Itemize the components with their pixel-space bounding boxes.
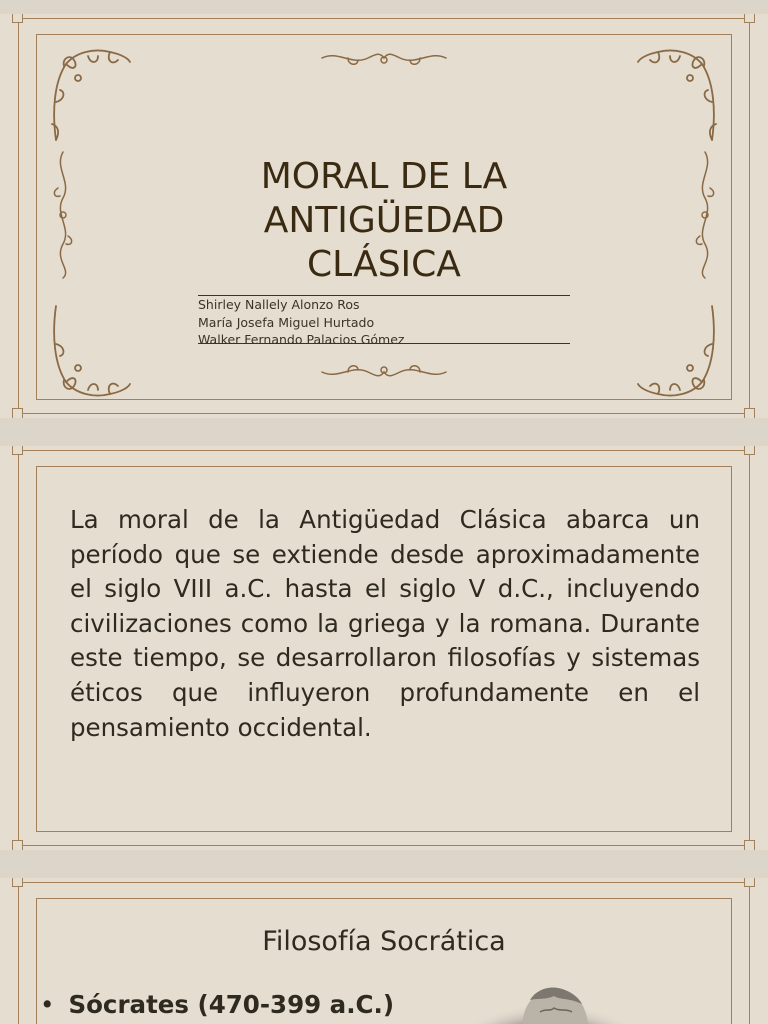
corner-square — [744, 840, 755, 850]
list-item — [40, 990, 394, 1019]
slide-gap — [0, 418, 768, 446]
title-line: MORAL DE LA — [260, 156, 508, 197]
corner-square — [12, 14, 23, 23]
corner-square — [744, 878, 755, 887]
socrates-bust-image — [470, 982, 630, 1024]
corner-flourish-icon — [634, 300, 720, 404]
presentation-title — [184, 155, 584, 287]
author-name: Walker Fernando Palacios Gómez — [198, 332, 405, 347]
corner-flourish-icon — [634, 42, 720, 146]
section-title: Filosofía Socrática — [262, 926, 506, 957]
corner-square — [12, 840, 23, 850]
author-name: Shirley Nallely Alonzo Ros — [198, 297, 360, 312]
bullet-icon: • — [40, 990, 55, 1019]
corner-square — [744, 446, 755, 455]
author-name: María Josefa Miguel Hurtado — [198, 314, 375, 330]
scroll-ornament-icon — [318, 46, 450, 72]
side-ornament-icon — [50, 148, 76, 282]
slide-gap — [0, 850, 768, 878]
corner-square — [744, 408, 755, 418]
author-list — [198, 295, 570, 347]
title-line: CLÁSICA — [307, 244, 461, 285]
side-ornament-icon — [692, 148, 718, 282]
list-item-text: Sócrates (470-399 a.C.) — [68, 990, 395, 1019]
corner-square — [12, 408, 23, 418]
corner-square — [12, 446, 23, 455]
slide-title — [0, 14, 768, 418]
corner-square — [12, 878, 23, 887]
corner-square — [744, 14, 755, 23]
slide-gap — [0, 0, 768, 14]
scroll-ornament-icon — [318, 358, 450, 384]
title-line: ANTIGÜEDAD — [263, 200, 505, 241]
intro-paragraph: La moral de la Antigüedad Clásica abarca un período que se extiende desde aproximadamente el siglo VIII a.C. hasta el siglo V d.C., incluyendo civilizaciones como la griega y la romana. Durante este tiempo, se desarrollaron filosofías y sistemas éticos que influyeron profundamente en el pensamiento occidental. — [70, 505, 700, 742]
corner-flourish-icon — [48, 42, 134, 146]
corner-flourish-icon — [48, 300, 134, 404]
